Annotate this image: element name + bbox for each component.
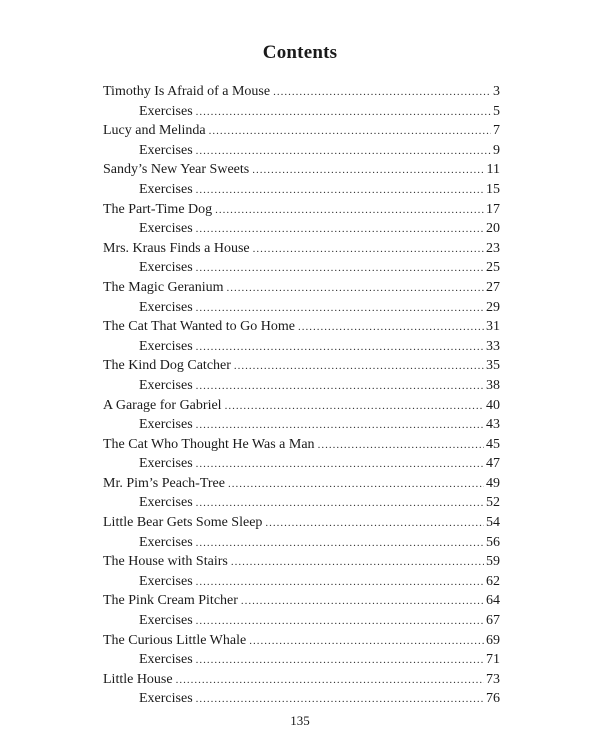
toc-entry — [103, 278, 500, 298]
toc-entry-label: The Part-Time Dog — [103, 200, 215, 220]
toc-subentry — [103, 533, 500, 553]
dot-leader — [196, 455, 484, 475]
toc-entry-page: 29 — [484, 298, 500, 318]
toc-entry — [103, 160, 500, 180]
toc-subentry — [103, 650, 500, 670]
toc-entry-label: Little House — [103, 670, 176, 690]
toc-entry-page: 5 — [491, 102, 500, 122]
dot-leader — [196, 416, 484, 436]
toc-entry-page: 47 — [484, 454, 500, 474]
toc-entry-label: Exercises — [139, 493, 196, 513]
toc-entry-label: Exercises — [139, 298, 196, 318]
toc-entry-page: 64 — [484, 591, 500, 611]
toc-entry-label: Timothy Is Afraid of a Mouse — [103, 82, 273, 102]
dot-leader — [231, 553, 484, 573]
toc-entry — [103, 474, 500, 494]
dot-leader — [196, 377, 484, 397]
toc-subentry — [103, 454, 500, 474]
toc-entry-page: 25 — [484, 258, 500, 278]
toc-entry-page: 43 — [484, 415, 500, 435]
toc-entry-page: 9 — [491, 141, 500, 161]
toc-entry-page: 35 — [484, 356, 500, 376]
toc-entry-label: Exercises — [139, 337, 196, 357]
toc-entry-label: Exercises — [139, 258, 196, 278]
toc-entry-label: Exercises — [139, 454, 196, 474]
toc-entry-page: 11 — [485, 160, 500, 180]
dot-leader — [298, 318, 484, 338]
toc-entry-label: The Kind Dog Catcher — [103, 356, 234, 376]
toc-entry-label: Exercises — [139, 611, 196, 631]
toc-entry-label: Lucy and Melinda — [103, 121, 209, 141]
dot-leader — [196, 612, 484, 632]
toc-entry-label: Mr. Pim’s Peach-Tree — [103, 474, 228, 494]
toc-subentry — [103, 376, 500, 396]
toc-entry-page: 59 — [484, 552, 500, 572]
toc-entry-label: The Curious Little Whale — [103, 631, 249, 651]
page-title: Contents — [262, 42, 338, 63]
toc-entry-label: The Pink Cream Pitcher — [103, 591, 241, 611]
toc-subentry — [103, 258, 500, 278]
dot-leader — [196, 142, 491, 162]
toc-entry — [103, 631, 500, 651]
table-of-contents — [103, 82, 500, 709]
toc-entry-label: Exercises — [139, 376, 196, 396]
toc-entry-page: 56 — [484, 533, 500, 553]
toc-entry-page: 20 — [484, 219, 500, 239]
dot-leader — [196, 534, 484, 554]
toc-entry-label: A Garage for Gabriel — [103, 396, 225, 416]
toc-entry-label: The House with Stairs — [103, 552, 231, 572]
toc-entry-label: Exercises — [139, 650, 196, 670]
toc-entry — [103, 200, 500, 220]
toc-entry-page: 45 — [484, 435, 500, 455]
dot-leader — [252, 161, 484, 181]
toc-subentry — [103, 337, 500, 357]
toc-entry-page: 27 — [484, 278, 500, 298]
dot-leader — [265, 514, 484, 534]
dot-leader — [196, 299, 484, 319]
toc-entry-page: 69 — [484, 631, 500, 651]
toc-entry-page: 62 — [484, 572, 500, 592]
toc-entry — [103, 239, 500, 259]
toc-entry-page: 23 — [484, 239, 500, 259]
toc-entry — [103, 356, 500, 376]
toc-entry-page: 73 — [484, 670, 500, 690]
dot-leader — [227, 279, 484, 299]
dot-leader — [196, 103, 491, 123]
toc-subentry — [103, 611, 500, 631]
toc-entry-label: Exercises — [139, 533, 196, 553]
toc-entry-page: 31 — [484, 317, 500, 337]
dot-leader — [196, 494, 484, 514]
toc-entry-label: The Cat That Wanted to Go Home — [103, 317, 298, 337]
toc-entry — [103, 670, 500, 690]
page-number: 135 — [290, 713, 310, 728]
toc-entry-page: 3 — [491, 82, 500, 102]
dot-leader — [176, 671, 484, 691]
dot-leader — [196, 259, 484, 279]
toc-entry-page: 67 — [484, 611, 500, 631]
toc-entry-label: Mrs. Kraus Finds a House — [103, 239, 253, 259]
toc-entry-page: 52 — [484, 493, 500, 513]
toc-subentry — [103, 141, 500, 161]
dot-leader — [228, 475, 484, 495]
toc-entry-label: The Cat Who Thought He Was a Man — [103, 435, 318, 455]
toc-entry — [103, 552, 500, 572]
dot-leader — [318, 436, 484, 456]
toc-entry-page: 49 — [484, 474, 500, 494]
dot-leader — [209, 122, 491, 142]
dot-leader — [249, 632, 484, 652]
toc-entry — [103, 121, 500, 141]
toc-subentry — [103, 102, 500, 122]
toc-entry-label: Exercises — [139, 572, 196, 592]
toc-subentry — [103, 689, 500, 709]
dot-leader — [196, 220, 484, 240]
toc-entry — [103, 396, 500, 416]
toc-entry-label: Exercises — [139, 102, 196, 122]
toc-entry-page: 7 — [491, 121, 500, 141]
toc-entry — [103, 513, 500, 533]
toc-entry-label: Exercises — [139, 180, 196, 200]
toc-entry-page: 33 — [484, 337, 500, 357]
toc-entry-label: Little Bear Gets Some Sleep — [103, 513, 265, 533]
dot-leader — [196, 573, 484, 593]
toc-subentry — [103, 219, 500, 239]
toc-subentry — [103, 298, 500, 318]
toc-entry-label: Exercises — [139, 689, 196, 709]
toc-entry — [103, 82, 500, 102]
dot-leader — [215, 201, 484, 221]
dot-leader — [241, 592, 484, 612]
dot-leader — [273, 83, 491, 103]
toc-subentry — [103, 180, 500, 200]
toc-entry-label: Exercises — [139, 141, 196, 161]
toc-entry — [103, 317, 500, 337]
toc-entry-page: 38 — [484, 376, 500, 396]
dot-leader — [253, 240, 484, 260]
toc-subentry — [103, 493, 500, 513]
toc-entry-page: 17 — [484, 200, 500, 220]
dot-leader — [196, 338, 484, 358]
dot-leader — [196, 181, 484, 201]
toc-entry-label: Sandy’s New Year Sweets — [103, 160, 252, 180]
toc-entry-page: 54 — [484, 513, 500, 533]
toc-entry — [103, 591, 500, 611]
toc-entry-label: Exercises — [139, 219, 196, 239]
toc-entry-page: 71 — [484, 650, 500, 670]
dot-leader — [196, 651, 484, 671]
toc-entry-label: Exercises — [139, 415, 196, 435]
toc-entry-page: 40 — [484, 396, 500, 416]
dot-leader — [196, 690, 484, 710]
toc-entry — [103, 435, 500, 455]
toc-entry-page: 76 — [484, 689, 500, 709]
toc-entry-label: The Magic Geranium — [103, 278, 227, 298]
toc-entry-page: 15 — [484, 180, 500, 200]
dot-leader — [225, 397, 484, 417]
toc-subentry — [103, 415, 500, 435]
toc-subentry — [103, 572, 500, 592]
dot-leader — [234, 357, 484, 377]
